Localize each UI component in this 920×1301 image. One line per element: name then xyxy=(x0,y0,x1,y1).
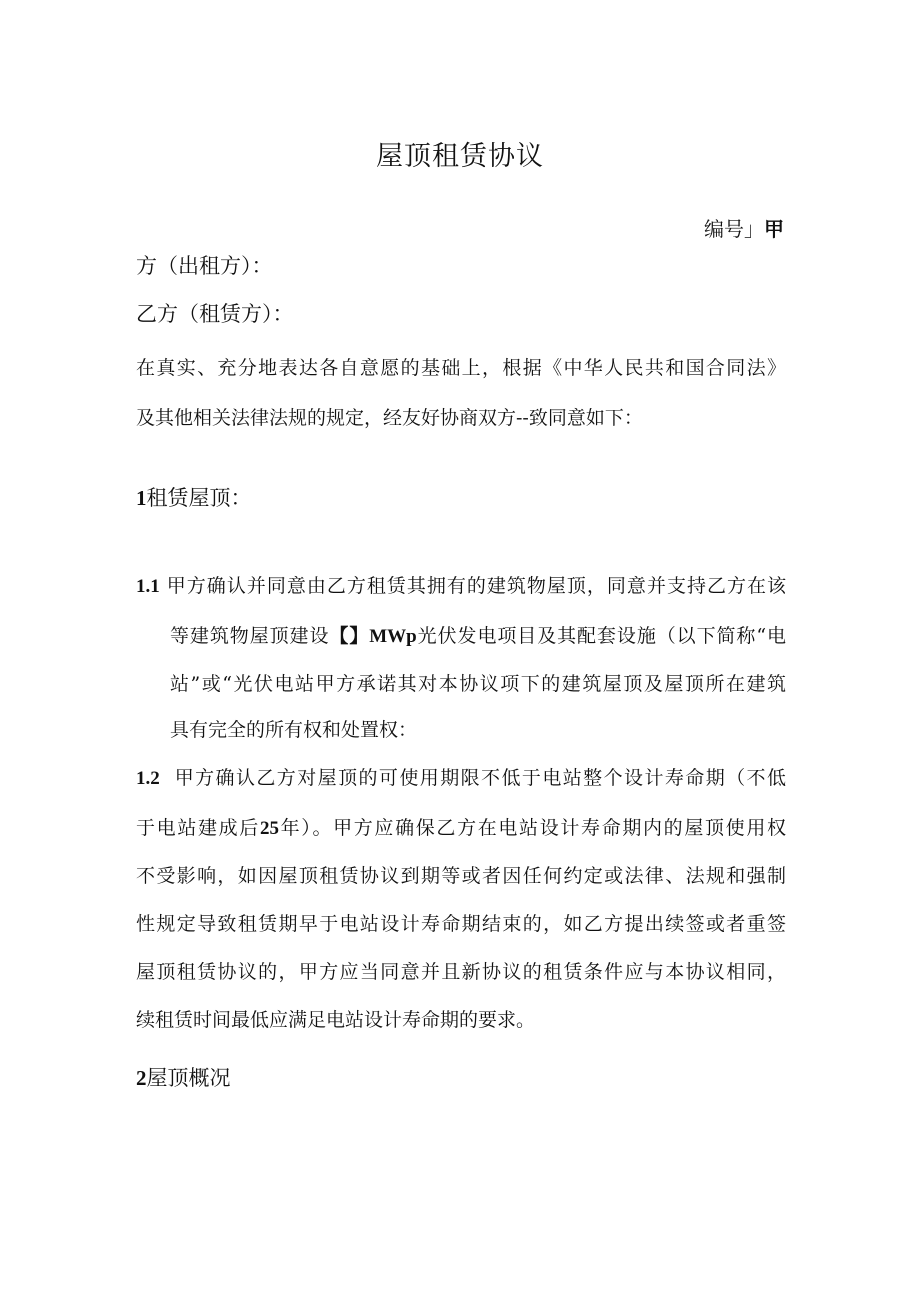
clause-1-1-line-2 xyxy=(170,624,786,649)
section-1-title: 租赁屋顶： xyxy=(146,486,252,510)
clause-1-2-years: 25 xyxy=(259,818,279,839)
serial-number xyxy=(704,216,784,242)
clause-1-2-text-1: 甲方确认乙方对屋顶的可使用期限不低于电站整个设计寿命期（不低 xyxy=(174,767,786,789)
clause-1-2-line-1 xyxy=(136,766,786,791)
clause-1-2-line-2 xyxy=(136,816,786,841)
party-a: 方（出租方）： xyxy=(136,254,273,278)
clause-1-1-text-2b: 光伏发电项目及其配套设施（以下简称“电 xyxy=(416,625,786,647)
clause-1-1-text-1: 甲方确认并同意由乙方租赁其拥有的建筑物屋顶，同意并支持乙方在该 xyxy=(166,575,786,597)
serial-tail: 甲 xyxy=(764,217,784,241)
clause-1-2-text-2a: 于电站建成后 xyxy=(136,817,260,839)
clause-1-2-line-3: 不受影响，如因屋顶租赁协议到期等或者因任何约定或法律、法规和强制 xyxy=(136,865,786,887)
clause-1-2-line-4: 性规定导致租赁期早于电站设计寿命期结束的，如乙方提出续签或者重签 xyxy=(136,913,786,935)
clause-1-1-text-2a: 等建筑物屋顶建设 xyxy=(170,625,330,647)
clause-1-1-line-1 xyxy=(136,574,786,599)
document-title: 屋顶租赁协议 xyxy=(376,141,544,172)
clause-1-1-number: 1.1 xyxy=(136,576,160,597)
section-2-number: 2 xyxy=(136,1066,147,1090)
section-1-heading xyxy=(136,484,252,512)
party-b: 乙方（租赁方）： xyxy=(136,302,294,326)
clause-1-1-line-4: 具有完全的所有权和处置权： xyxy=(170,719,418,741)
section-2-heading xyxy=(136,1064,231,1092)
clause-1-2-number: 1.2 xyxy=(136,768,160,789)
clause-1-2-line-5: 屋顶租赁协议的，甲方应当同意并且新协议的租赁条件应与本协议相同， xyxy=(136,961,786,983)
clause-1-2-line-6: 续租赁时间最低应满足电站设计寿命期的要求。 xyxy=(136,1009,536,1031)
clause-1-2-text-2b: 年）。甲方应确保乙方在电站设计寿命期内的屋顶使用权 xyxy=(278,817,786,839)
serial-label: 编号」 xyxy=(704,217,764,241)
section-1-number: 1 xyxy=(136,486,147,510)
clause-1-1-line-3: 站”或“光伏电站甲方承诺其对本协议项下的建筑屋顶及屋顶所在建筑 xyxy=(170,673,786,695)
section-2-title: 屋顶概况 xyxy=(146,1066,231,1090)
intro-line-2: 及其他相关法律法规的规定，经友好协商双方--致同意如下： xyxy=(136,407,643,429)
clause-1-1-capacity: 【】MWp xyxy=(329,626,417,647)
intro-line-1: 在真实、充分地表达各自意愿的基础上，根据《中华人民共和国合同法》 xyxy=(136,357,786,379)
